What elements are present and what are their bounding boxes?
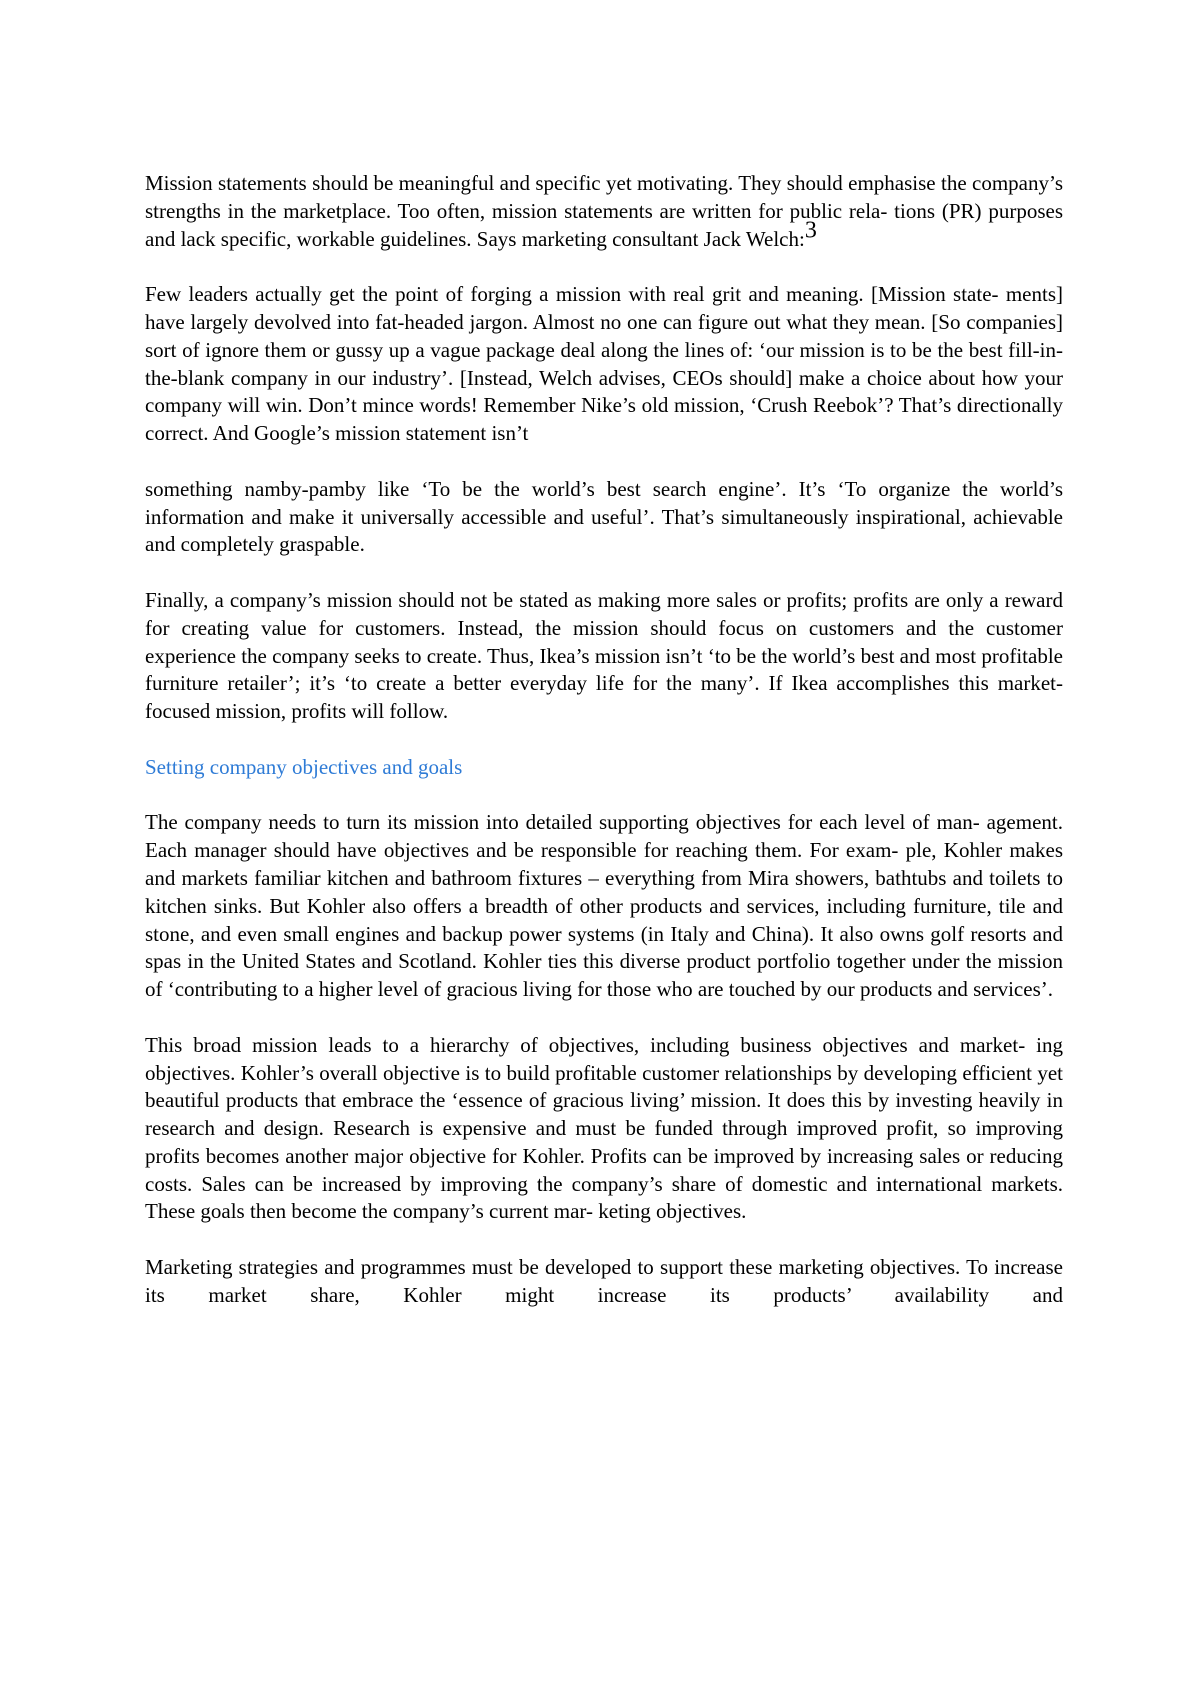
paragraph-hierarchy-objectives: This broad mission leads to a hierarchy of objectives, including business objectives and market- ing objectives. Kohler’s overall objective is to build profitable customer relationships by developing efficient yet beautiful products that embrace the ‘essence of gracious living’ mission. It does this by investing heavily in research and design. Research is expensive and must be funded through improved profit, so improving profits becomes another major objective for Kohler. Profits can be improved by increasing sales or reducing costs. Sales can be increased by improving the company’s share of domestic and international markets. These goals then become the company’s current mar- keting objectives. (145, 1032, 1063, 1224)
paragraph-profits-not-mission: Finally, a company’s mission should not be stated as making more sales or profits; profits are only a reward for creating value for customers. Instead, the mission should focus on customers and the customer experience the company seeks to create. Thus, Ikea’s mission isn’t ‘to be the world’s best and most profitable furniture retailer’; it’s ‘to create a better everyday life for the many’. If Ikea accomplishes this market-focused mission, profits will follow. (145, 587, 1063, 724)
section-heading: Setting company objectives and goals (145, 754, 463, 779)
paragraph-text: Mission statements should be meaningful and specific yet motivating. They should emphasise the company’s strengths in the marketplace. Too often, mission statements are written for public rela- tions (PR) purposes and lack specific, workable guidelines. Says marketing consultant Jack Welch: (145, 171, 1063, 251)
paragraph-marketing-strategies: Marketing strategies and programmes must be developed to support these marketing objectives. To increase its market share, Kohler might increase its products’ availability and (145, 1255, 1063, 1307)
paragraph-welch-quote: Few leaders actually get the point of forging a mission with real grit and meaning. [Mission state- ments] have largely devolved into fat-headed jargon. Almost no one can figure out what they mean. [So companies] sort of ignore them or gussy up a vague package deal along the lines of: ‘our mission is to be the best fill-in-the-blank company in our industry’. [Instead, Welch advises, CEOs should] make a choice about how your company will win. Don’t mince words! Remember Nike’s old mission, ‘Crush Reebok’? That’s directionally correct. And Google’s mission statement isn’t (145, 282, 1063, 446)
paragraph-mission-statements (145, 170, 1063, 253)
paragraph-welch-quote-continued: something namby-pamby like ‘To be the world’s best search engine’. It’s ‘To organize the world’s information and make it universally accessible and useful’. That’s simultaneously inspirational, achievable and completely graspable. (145, 476, 1063, 557)
footnote-marker: 3 (804, 217, 817, 244)
document-page (145, 170, 1063, 1337)
paragraph-kohler-objectives: The company needs to turn its mission into detailed supporting objectives for each level of man- agement. Each manager should have objectives and be responsible for reaching them. For exam- ple, Kohler makes and markets familiar kitchen and bathroom fixtures – everything from Mira showers, bathtubs and toilets to kitchen sinks. But Kohler also offers a breadth of other products and services, including furniture, tile and stone, and even small engines and backup power systems (in Italy and China). It also owns golf resorts and spas in the United States and Scotland. Kohler ties this diverse product portfolio together under the mission of ‘contributing to a higher level of gracious living for those who are touched by our products and services’. (145, 810, 1063, 1002)
